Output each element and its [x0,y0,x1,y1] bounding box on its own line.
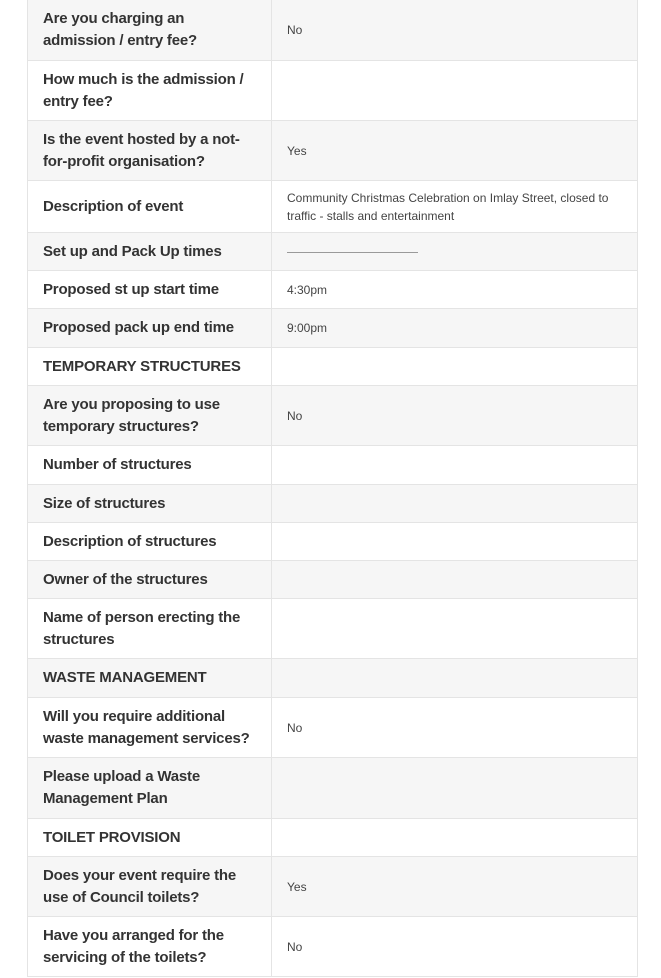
answer-value: Yes [272,857,638,917]
question-label: Description of event [28,181,272,233]
answer-value: No [272,0,638,61]
table-row [28,271,638,309]
question-label: Proposed st up start time [28,271,272,309]
answer-value [272,561,638,599]
answer-value [272,348,638,386]
question-label: Will you require additional waste management services? [28,698,272,758]
section-heading: WASTE MANAGEMENT [28,659,272,698]
question-label: Proposed pack up end time [28,309,272,348]
section-header-row [28,819,638,857]
table-row [28,523,638,561]
table-row [28,181,638,233]
table-row [28,857,638,917]
blank-line [287,252,418,253]
section-heading: TOILET PROVISION [28,819,272,857]
table-row [28,121,638,181]
answer-value: Community Christmas Celebration on Imlay Street, closed to traffic - stalls and entertainment [272,181,638,233]
section-heading: TEMPORARY STRUCTURES [28,348,272,386]
section-header-row [28,348,638,386]
table-row [28,386,638,446]
answer-value [272,599,638,659]
answer-value [272,61,638,121]
table-row [28,758,638,819]
question-label: Have you arranged for the servicing of the toilets? [28,917,272,977]
question-label: Name of person erecting the structures [28,599,272,659]
question-label: Set up and Pack Up times [28,233,272,271]
answer-value: No [272,917,638,977]
answer-value [272,233,638,271]
answer-value: Yes [272,121,638,181]
answer-value [272,446,638,485]
question-label: Please upload a Waste Management Plan [28,758,272,819]
table-body [28,0,638,977]
answer-value [272,819,638,857]
table-row [28,917,638,977]
table-row [28,233,638,271]
section-header-row [28,659,638,698]
answer-value: 9:00pm [272,309,638,348]
question-label: Size of structures [28,485,272,523]
question-label: Are you proposing to use temporary structures? [28,386,272,446]
table-row [28,0,638,61]
question-label: How much is the admission / entry fee? [28,61,272,121]
table-row [28,599,638,659]
answer-value: No [272,386,638,446]
table-row [28,309,638,348]
table-row [28,561,638,599]
application-details-table [27,0,638,977]
answer-value [272,523,638,561]
table-row [28,61,638,121]
question-label: Are you charging an admission / entry fee? [28,0,272,61]
question-label: Number of structures [28,446,272,485]
answer-value [272,485,638,523]
question-label: Is the event hosted by a not-for-profit organisation? [28,121,272,181]
question-label: Does your event require the use of Council toilets? [28,857,272,917]
table-row [28,485,638,523]
question-label: Owner of the structures [28,561,272,599]
answer-value [272,758,638,819]
answer-value [272,659,638,698]
table-row [28,446,638,485]
answer-value: No [272,698,638,758]
question-label: Description of structures [28,523,272,561]
table-row [28,698,638,758]
answer-value: 4:30pm [272,271,638,309]
